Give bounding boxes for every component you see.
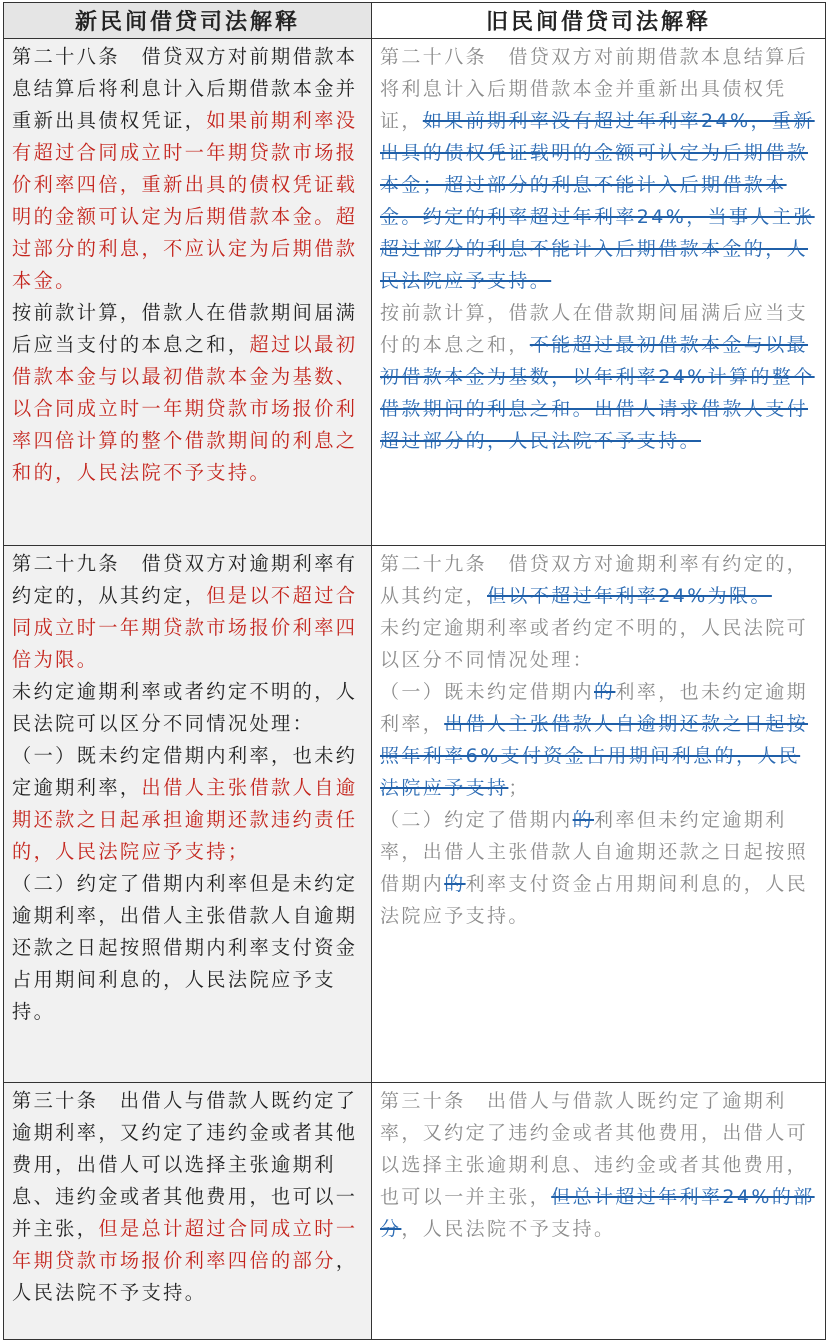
clause-text: （二）约定了借期内 bbox=[380, 809, 573, 831]
clause-paragraph bbox=[12, 676, 365, 740]
deleted-text: 但总计超过年利率24%的部分 bbox=[380, 1186, 815, 1240]
clause-text: （一）既未约定借期内 bbox=[380, 681, 595, 703]
clause-text: 利率，也未约定逾期利率， bbox=[380, 681, 809, 735]
clause-text: 未约定逾期利率或者约定不明的，人民法院可以区分不同情况处理： bbox=[12, 680, 358, 735]
clause-paragraph bbox=[12, 297, 365, 489]
comparison-table bbox=[3, 2, 826, 1340]
clause-text: （一）既未约定借期内利率，也未约定逾期利率， bbox=[12, 744, 358, 799]
clause-text: 利率支付资金占用期间利息的，人民法院应予支持。 bbox=[380, 873, 809, 927]
deleted-text: 的 bbox=[444, 873, 466, 895]
clause-paragraph bbox=[380, 612, 819, 676]
article-29-new bbox=[4, 546, 372, 1083]
clause-paragraph bbox=[380, 41, 819, 297]
header-row bbox=[4, 3, 826, 39]
clause-text: ，人民法院不予支持。 bbox=[12, 1249, 358, 1304]
header-old-interpretation: 旧民间借贷司法解释 bbox=[372, 3, 826, 39]
article-28-old bbox=[372, 39, 826, 546]
clause-text: 按前款计算，借款人在借款期间届满后应当支付的本息之和， bbox=[12, 301, 358, 356]
clause-text: 第二十九条 借贷双方对逾期利率有约定的，从其约定， bbox=[380, 553, 809, 607]
clause-paragraph bbox=[380, 1085, 819, 1245]
deleted-text: 如果前期利率没有超过年利率24%，重新出具的债权凭证载明的金额可认定为后期借款本金；超过部分的利息不能计入后期借款本金。约定的利率超过年利率24%，当事人主张超过部分的利息不能计入后期借款本金的，人民法院应予支持。 bbox=[380, 110, 815, 292]
clause-text: 利率但未约定逾期利率，出借人主张借款人自逾期还款之日起按照借期内 bbox=[380, 809, 809, 895]
deleted-text: 的 bbox=[594, 681, 616, 703]
clause-text: ，人民法院不予支持。 bbox=[401, 1218, 616, 1240]
article-29-row bbox=[4, 546, 826, 1083]
clause-paragraph bbox=[380, 804, 819, 932]
clause-paragraph bbox=[380, 548, 819, 612]
revised-text: 如果前期利率没有超过合同成立时一年期贷款市场报价利率四倍，重新出具的债权凭证载明的金额可认定为后期借款本金。超过部分的利息，不应认定为后期借款本金。 bbox=[12, 109, 358, 292]
clause-text: 按前款计算，借款人在借款期间届满后应当支付的本息之和， bbox=[380, 302, 809, 356]
clause-text: （二）约定了借期内利率但是未约定逾期利率，出借人主张借款人自逾期还款之日起按照借期内利率支付资金占用期间利息的，人民法院应予支持。 bbox=[12, 872, 358, 1023]
revised-text: 但是总计超过合同成立时一年期贷款市场报价利率四倍的部分 bbox=[12, 1217, 358, 1272]
deleted-text: 但以不超过年利率24%为限。 bbox=[487, 585, 772, 607]
clause-paragraph bbox=[380, 297, 819, 457]
clause-text: 第三十条 出借人与借款人既约定了逾期利率，又约定了违约金或者其他费用，出借人可以选择主张逾期利息、违约金或者其他费用，也可以一并主张， bbox=[12, 1089, 358, 1240]
article-30-row bbox=[4, 1083, 826, 1340]
clause-text: 第二十八条 借贷双方对前期借款本息结算后将利息计入后期借款本金并重新出具债权凭证， bbox=[380, 46, 809, 132]
article-28-new bbox=[4, 39, 372, 546]
clause-text: 第二十八条 借贷双方对前期借款本息结算后将利息计入后期借款本金并重新出具债权凭证， bbox=[12, 45, 358, 132]
clause-paragraph bbox=[380, 676, 819, 804]
clause-paragraph bbox=[12, 868, 365, 1028]
article-30-old bbox=[372, 1083, 826, 1340]
revised-text: 但是以不超过合同成立时一年期贷款市场报价利率四倍为限。 bbox=[12, 584, 358, 671]
clause-paragraph bbox=[12, 41, 365, 297]
clause-text: 第三十条 出借人与借款人既约定了逾期利率，又约定了违约金或者其他费用，出借人可以选择主张逾期利息、违约金或者其他费用，也可以一并主张， bbox=[380, 1090, 809, 1208]
article-29-old bbox=[372, 546, 826, 1083]
clause-text: 第二十九条 借贷双方对逾期利率有约定的，从其约定， bbox=[12, 552, 358, 607]
deleted-text: 的 bbox=[572, 809, 595, 831]
clause-text: 未约定逾期利率或者约定不明的，人民法院可以区分不同情况处理： bbox=[380, 617, 809, 671]
clause-paragraph bbox=[12, 548, 365, 676]
deleted-text: 不能超过最初借款本金与以最初借款本金为基数，以年利率24%计算的整个借款期间的利息之和。出借人请求借款人支付超过部分的，人民法院不予支持。 bbox=[380, 334, 815, 452]
article-30-new bbox=[4, 1083, 372, 1340]
article-28-row bbox=[4, 39, 826, 546]
header-new-interpretation: 新民间借贷司法解释 bbox=[4, 3, 372, 39]
clause-paragraph bbox=[12, 1085, 365, 1309]
clause-paragraph bbox=[12, 740, 365, 868]
clause-text: ； bbox=[508, 777, 530, 799]
revised-text: 出借人主张借款人自逾期还款之日起承担逾期还款违约责任的，人民法院应予支持； bbox=[12, 776, 358, 863]
deleted-text: 出借人主张借款人自逾期还款之日起按照年利率6%支付资金占用期间利息的，人民法院应予支持 bbox=[380, 713, 809, 799]
revised-text: 超过以最初借款本金与以最初借款本金为基数、以合同成立时一年期贷款市场报价利率四倍计算的整个借款期间的利息之和的，人民法院不予支持。 bbox=[12, 333, 358, 484]
